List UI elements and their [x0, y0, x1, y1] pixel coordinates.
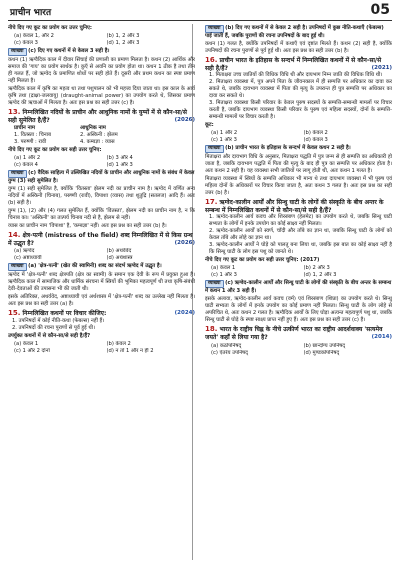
options-q16: [211, 130, 392, 144]
question-13: [8, 109, 195, 124]
chapter-title: प्राचीन भारत: [10, 8, 52, 18]
options-q17: [211, 265, 392, 279]
option-d: (d) केवल 3: [303, 137, 328, 144]
exam-year: (2021): [371, 64, 392, 71]
statement: 2. उपनिषदों की रचना पुराणों से पूर्व हुई थी।: [12, 324, 95, 331]
options-q13: [14, 155, 195, 169]
question-14: [8, 232, 195, 247]
explanation-paragraph: ऋग्वैदिक काल में कृषि का महत्व था तथा पशुपालन को भी महत्त्व दिया जाता था। इस काल के आर्य कृषि तथा (द्राक्षा-जलवायु) (draught-animal power) का उपयोग करते थे, जिसका प्रमाण ऋग्वेद की ऋचाओं में मिलता है। अतः इस प्रश्न का सही उत्तर (c) है।: [8, 86, 195, 106]
code-instruction: नीचे दिए गए कूट का प्रयोग कर उत्तर चुनिए:: [8, 25, 92, 31]
option-c: (c) केवल 4: [14, 162, 38, 169]
statement: 3. मिताक्षरा व्यवस्था किसी परिवार के केवल पुरुष सदस्यों के सम्पत्ति-सम्बन्धी मामलों पर विचार करती है, जबकि दायभाग व्यवस्था किसी परिवार के पुरुष एवं महिला सदस्यों, दोनों के सम्पत्ति-सम्बन्धी मामलों पर विचार करती है।: [209, 100, 392, 121]
code-instruction: नीचे दिए गए कूट का प्रयोग कर सही उत्तर चुनिए:: [8, 147, 102, 154]
page-number: 05: [370, 2, 390, 18]
question-18: [205, 326, 392, 341]
explanation-tag: व्याख्या: [205, 145, 224, 153]
answer-text: (b) प्राचीन भारत के इतिहास के सन्दर्भ में केवल कथन 2 सही है।: [225, 145, 351, 152]
answer-text: (a) 'क्षेत्र-पत्नी' (खेत की स्वामिनी) शब्द का संदर्भ ऋग्वेद में उद्धृत है।: [28, 263, 162, 270]
page-header: [0, 0, 400, 22]
option-b: (b) 3 और 4: [106, 155, 133, 162]
exam-year: (2026): [174, 116, 195, 123]
explanation-tag: व्याख्या: [205, 25, 224, 33]
question-16: [205, 57, 392, 72]
option-c: (c) 1 और 3: [211, 137, 237, 144]
answer-q12: [8, 48, 195, 56]
explanation-paragraph: मिताक्षरा व्यवस्था में स्त्रियों के सम्पत्ति अधिकार भी मान्य थे तथा दायभाग व्यवस्था में भी पुरुष एवं महिला दोनों के अधिकारों पर विचार किया जाता है, अतः कथन 3 गलत है। अतः इस प्रश्न का सही उत्तर (b) है।: [205, 176, 392, 197]
question-number: 18.: [205, 325, 218, 334]
explanation-paragraph: कथन (1) ऋग्वैदिक काल में दीवार सिंचाई की प्रणाली का प्रमाण मिलता है। कथन (2) आर्थिक और समाज की 'गाय' का प्रयोग सार्थक है। कुएँ से अवनि का प्रयोग होता था। कथन 1 ठीक है तथा तीन ही गलत हैं, जो ऋग्वेद के प्रमाणित शोधों पर सही होते हैं। दूसरी और प्रथम कथन का स्पष्ट प्रमाण नहीं मिलता है।: [8, 57, 195, 84]
answer-text: (c) वैदिक साहित्य में उल्लिखित नदियों के प्राचीन और आधुनिक नामों के संबंध में केवल युग्म (3) सही सुमेलित है।: [8, 170, 195, 185]
option-c: (c) केवल 3: [14, 40, 38, 46]
explanation-tag: व्याख्या: [205, 280, 224, 288]
option-c: (c) 1 और 2 दोनों: [14, 347, 50, 354]
question-number: 13.: [8, 108, 21, 116]
option-b: (b) 1, 2 और 3: [106, 33, 140, 39]
answer-q13: [8, 170, 195, 185]
left-column: [8, 24, 195, 560]
explanation-tag: व्याख्या: [8, 48, 27, 56]
option-d: (d) 1, 2 और 3: [303, 272, 337, 279]
options-q18: [211, 343, 392, 357]
answer-q16: [205, 145, 392, 153]
statement: 3. ऋग्वेद-कालीन आर्यों ने घोड़े को पालतू बना लिया था, जबकि इस बात का कोई साक्ष्य नहीं है कि सिन्धु घाटी के लोग इस पशु को जानते थे।: [209, 242, 392, 256]
question-number: 17.: [205, 198, 218, 207]
option-b: (b) केवल 2: [303, 130, 328, 137]
answer-text: (c) ऋग्वेद-कालीन आर्यों और सिन्धु घाटी के लोगों की संस्कृति के बीच अन्तर के सम्बन्ध में कथन 1 और 3 सही हैं।: [205, 280, 392, 295]
table-row: [14, 139, 195, 146]
table-cell: 4. कम्बज्ञा : व्यास: [80, 139, 115, 146]
column-header: आधुनिक नाम: [80, 125, 106, 132]
option-d: (d) 1, 2 और 3: [106, 40, 140, 46]
option-c: (c) ऐतरेय उपनिषद्: [211, 349, 248, 356]
option-c: (c) 1 और 3: [211, 272, 237, 279]
options-q14: [14, 248, 195, 262]
question-number: 16.: [205, 56, 218, 64]
question-text: क्षेत्र-पत्नी (mistress of the field) शब्द निम्नलिखित में से किस ग्रन्थ में उद्धृत है?: [8, 232, 193, 247]
question-text: निम्नलिखित नदियों के प्राचीन और आधुनिक नामों के युग्मों में से कौन-सा/से सही सुमेलित है/हैं?: [8, 109, 187, 124]
option-a: (a) कठोपनिषद्: [211, 342, 242, 349]
option-a: (a) 1 और 2: [211, 130, 238, 137]
statement: 1. ऋग्वेद-कालीन आर्य कवच और शिरस्त्राण (हेलमेट) का उपयोग करते थे, जबकि सिन्धु घाटी सभ्यता के लोगों में इनके उपयोग का कोई साक्ष्य नहीं मिलता।: [209, 214, 392, 228]
option-b: (b) केवल 2: [106, 340, 131, 347]
answer-text: (b) दिए गए कथनों में से केवल 2 सही है। उपनिषदों में कुछ नीति-कथाएँ (फेबल्स) पाई जाती हैं, जबकि पुराणों की रचना उपनिषदों के बाद हुई थी।: [205, 25, 384, 39]
answer-q14: [8, 263, 195, 271]
code-instruction: [205, 257, 392, 264]
options-q15: [14, 341, 195, 355]
table-cell: 3. परुष्णी : रावी: [14, 139, 47, 146]
option-b: (b) छान्दोग्य उपनिषद्: [303, 342, 346, 349]
explanation-paragraph: युग्म (1), (2) और (4) गलत सुमेलित हैं, क्योंकि 'वितस्ता', झेलम नदी का प्राचीन नाम है, न कि चिनाब का। 'अस्किनी' का तात्पर्य चिनाब नदी से है, झेलम से नहीं।: [8, 208, 195, 222]
code-text: नीचे दिए गए कूट का प्रयोग कर सही उत्तर चुनिए:: [205, 257, 299, 264]
option-a: (a) केवल 1: [14, 340, 39, 347]
table-cell: 1. वितस्ता : चिनाब: [14, 132, 51, 139]
exam-year: (2026): [174, 239, 195, 246]
question-text: प्राचीन भारत के इतिहास के सन्दर्भ में निम्नलिखित कथनों में से कौन-सा/से सही है/हैं?: [205, 57, 382, 72]
exam-year: (2024): [174, 310, 195, 317]
header-rule: [8, 20, 392, 21]
explanation-paragraph: इसके अतिरिक्त, अथर्ववेद, अष्टाध्यायी एवं अर्थशास्त्र में 'क्षेत्र-पत्नी' शब्द का उल्लेख नहीं मिलता है। अतः इस प्रश्न का सही उत्तर (a) है।: [8, 294, 195, 308]
table-cell: 2. अस्किनी : झेलम: [80, 132, 118, 139]
match-table-q13: [14, 125, 195, 146]
question-15: [8, 310, 195, 318]
options-q12: [14, 33, 195, 47]
column-header: प्राचीन नाम: [14, 125, 35, 132]
option-b: (b) अथर्ववेद: [106, 248, 132, 255]
option-c: (c) अष्टाध्यायी: [14, 255, 42, 262]
option-a: (a) केवल 1: [211, 265, 236, 272]
question-text: ऋग्वेद-कालीन आर्यों और सिन्धु घाटी के लोगों की संस्कृति के बीच अन्तर के सम्बन्ध में निम्नलिखित कथनों में से कौन-सा/से सही है/हैं?: [205, 199, 384, 214]
right-column: [205, 24, 392, 560]
option-a: (a) 1 और 2: [14, 155, 41, 162]
answer-q17: [205, 280, 392, 295]
explanation-paragraph: कथन (1) गलत है, क्योंकि उपनिषदों में कथाएँ एवं दृष्टांत मिलते हैं। कथन (2) सही है, क्योंकि उपनिषदों की रचना पुराणों से पूर्व हुई थी। अतः इस प्रश्न का सही उत्तर (b) है।: [205, 41, 392, 54]
question-17: [205, 199, 392, 214]
explanation-tag: व्याख्या: [8, 170, 27, 178]
option-b: (b) 2 और 3: [303, 265, 330, 272]
question-prompt: उपर्युक्त कथनों में से कौन-सा/से सही है/हैं?: [8, 332, 91, 339]
content-columns: [8, 24, 392, 560]
option-a: (a) ऋग्वेद: [14, 248, 35, 255]
option-d: (d) मुण्डकोपनिषद्: [303, 349, 340, 356]
question-text: भारत के राष्ट्रीय चिह्न के नीचे उत्कीर्ण भारत का राष्ट्रीय आदर्शवाक्य 'सत्यमेव जयते' कहाँ से लिया गया है?: [205, 326, 383, 341]
answer-text: (c) दिए गए कथनों में से केवल 3 सही है।: [28, 48, 110, 54]
option-a: (a) केवल 1, और 2: [14, 33, 54, 39]
explanation-paragraph: व्यास का प्राचीन नाम 'विपाशा' है, 'कम्बज्ञा' नहीं। अतः इस प्रश्न का सही उत्तर (b) है।: [8, 223, 167, 230]
option-d: (d) 1 और 3: [106, 162, 133, 169]
statement: 2. मिताक्षरा व्यवस्था में, पुत्र अपने पिता के जीवनकाल में ही सम्पत्ति पर अधिकार का दावा कर सकते थे, जबकि दायभाग व्यवस्था में पिता की मृत्यु के उपरान्त ही पुत्र सम्पत्ति पर अधिकार का दावा कर सकते थे।: [209, 79, 392, 100]
explanation-paragraph: मिताक्षरा और दायभाग विधि के अनुसार, मिताक्षरा पद्धति में पुत्र जन्म से ही सम्पत्ति का अधिकारी हो जाता है, जबकि दायभाग पद्धति में पिता की मृत्यु के बाद ही पुत्र का सम्पत्ति पर अधिकार होता है। अतः कथन 2 सही है। यह व्यवस्था सभी जातियों पर लागू होती थी, अतः कथन 1 गलत है।: [205, 154, 392, 175]
question-number: 14.: [8, 231, 21, 240]
explanation-paragraph: ऋग्वेद में 'क्षेत्र-पत्नी' शब्द क्षेत्रपति (क्षेत्र का स्वामी) के समान एक देवी के रूप में प्रयुक्त हुआ है। ऋग्वैदिक काल में सामाजिक और धार्मिक संरचना में स्त्रियों की भूमिका महत्वपूर्ण थी तथा कृषि-संबंधी देवी-देवताओं की उपासना भी की जाती थी।: [8, 272, 195, 293]
option-d: (d) न तो 1 और न ही 2: [106, 347, 154, 354]
explanation-paragraph: इसके अलावा, ऋग्वेद-कालीन आर्य कवच (वर्म) एवं शिरस्त्राण (शिप्रा) का उपयोग करते थे। सिन्धु घाटी सभ्यता के लोगों में इनके उपयोग का कोई प्रमाण नहीं मिलता। सिन्धु घाटी के लोग लोहे से अपरिचित थे, अतः कथन 2 गलत है। ऋग्वैदिक आर्यों के लिए घोड़ा अत्यन्त महत्वपूर्ण पशु था, जबकि सिन्धु घाटी से घोड़े के स्पष्ट साक्ष्य प्राप्त नहीं हुए हैं। अतः इस प्रश्न का सही उत्तर (c) है।: [205, 296, 392, 324]
explanation-tag: व्याख्या: [8, 263, 27, 271]
code-label: कूट:: [205, 122, 214, 129]
statement: 2. ऋग्वेद-कालीन आर्यों को स्वर्ण, चाँदी और ताँबे का ज्ञान था, जबकि सिन्धु घाटी के लोगों को केवल ताँबे और लोहे का ज्ञान था।: [209, 228, 392, 242]
option-d: (d) अर्थशास्त्र: [106, 255, 133, 262]
question-number: 15.: [8, 309, 21, 318]
explanation-paragraph: युग्म (1) सही सुमेलित है, क्योंकि 'वितस्ता' झेलम नदी का प्राचीन नाम है। ऋग्वेद में वर्णित अन्य नदियों में अस्किनी (चिनाब), परुष्णी (रावी), विपाशा (व्यास) तथा शुतुद्रि (सतलज) आदि हैं। अतः (b) सही है।: [8, 186, 195, 207]
statement: 1. उपनिषदों में कोई नीति-कथा (फेबल्स) नहीं हैं।: [12, 317, 105, 324]
answer-q15: [205, 25, 392, 40]
statement: 1. मिताक्षरा उच्च जातियों की विधिक विधि थी और दायभाग निम्न जाति की विधिक विधि थी।: [209, 72, 383, 79]
question-text: निम्नलिखित कथनों पर विचार कीजिए:: [22, 310, 107, 318]
exam-year: (2017): [300, 257, 320, 264]
exam-year: (2014): [371, 333, 392, 340]
